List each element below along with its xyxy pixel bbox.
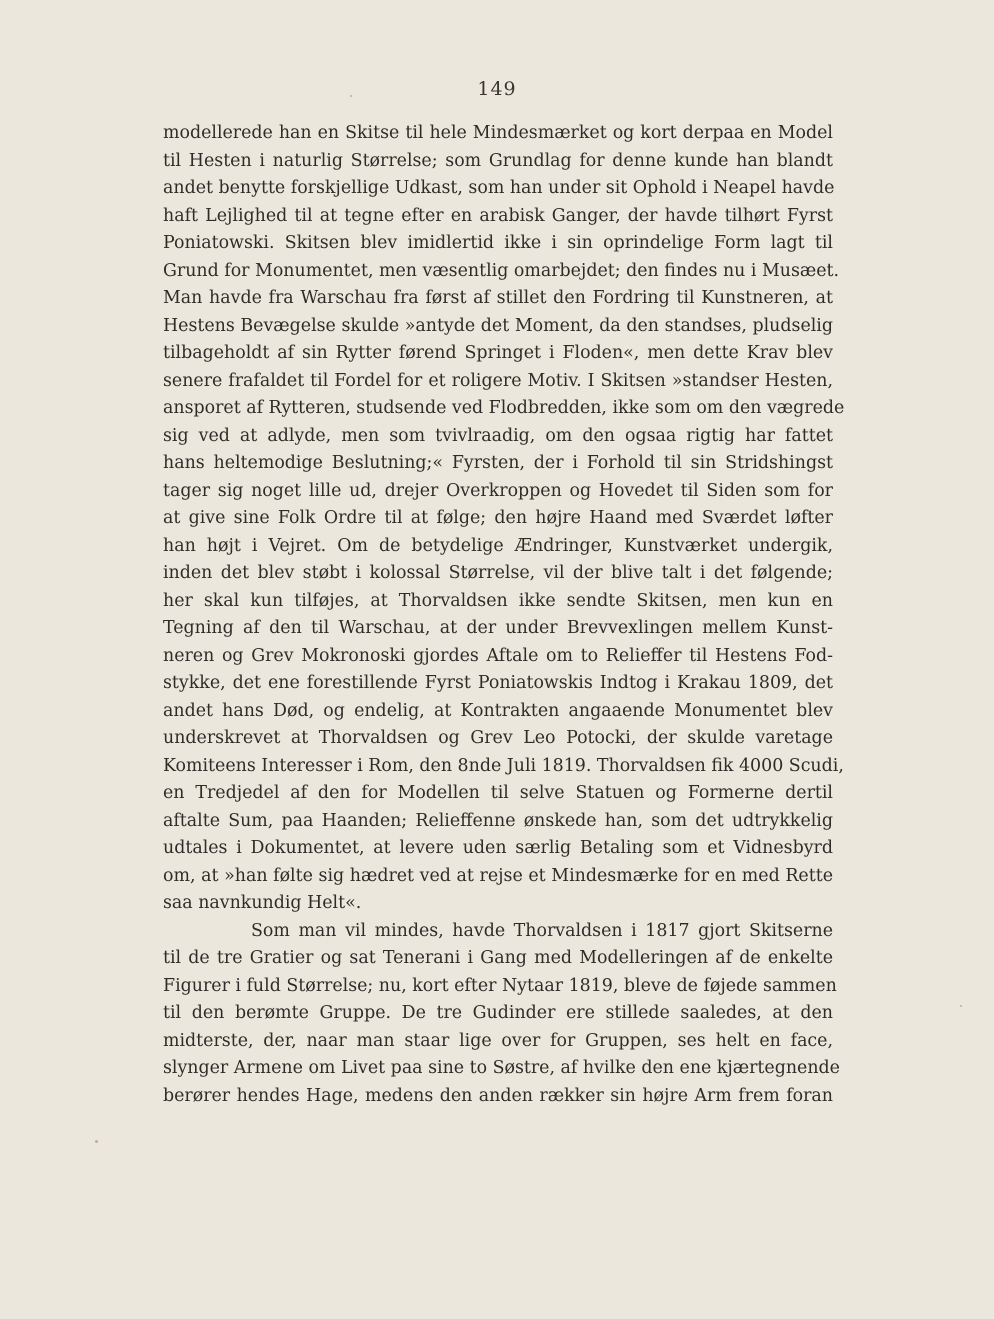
text-line: Som man vil mindes, havde Thorvaldsen i 1817 gjort Skitserne [251,920,833,941]
paper-speck [95,1140,98,1143]
text-line: slynger Armene om Livet paa sine to Søstre, af hvilke den ene kjærtegnende [163,1058,840,1078]
text-line: ansporet af Rytteren, studsende ved Flodbredden, ikke som om den vægrede [163,398,845,418]
text-line: Komiteens Interesser i Rom, den 8nde Juli 1819. Thorvaldsen fik 4000 Scudi, [163,755,844,776]
text-line: til de tre Gratier og sat Tenerani i Gang med Modelleringen af de enkelte [163,948,833,968]
text-line: han højt i Vejret. Om de betydelige Ændringer, Kunstværket undergik, [163,535,833,556]
text-line: modellerede han en Skitse til hele Mindesmærket og kort derpaa en Model [163,123,833,143]
paper-speck [960,1005,962,1007]
text-line: udtales i Dokumentet, at levere uden særlig Betaling som et Vidnesbyrd [163,838,833,858]
text-line: underskrevet at Thorvaldsen og Grev Leo Potocki, der skulde varetage [163,728,833,748]
text-line: andet hans Død, og endelig, at Kontrakten angaaende Monumentet blev [163,700,833,721]
text-line: midterste, der, naar man staar lige over for Gruppen, ses helt en face, [163,1030,833,1051]
text-line: stykke, det ene forestillende Fyrst Poniatowskis Indtog i Krakau 1809, det [163,673,833,693]
text-line: neren og Grev Mokronoski gjordes Aftale om to Relieffer til Hestens Fod- [163,645,833,666]
text-line: Man havde fra Warschau fra først af stillet den Fordring til Kunstneren, at [163,288,833,308]
body-text [163,120,845,1110]
paper-speck [350,95,352,97]
text-line: sig ved at adlyde, men som tvivlraadig, om den ogsaa rigtig har fattet [163,425,833,446]
text-line: senere frafaldet til Fordel for et roligere Motiv. I Skitsen »standser Hesten, [163,370,833,391]
text-line: hans heltemodige Beslutning;« Fyrsten, der i Forhold til sin Stridshingst [163,453,833,473]
text-line: til den berømte Gruppe. De tre Gudinder ere stillede saaledes, at den [163,1003,833,1023]
text-line: en Tredjedel af den for Modellen til selve Statuen og Formerne dertil [163,783,833,803]
text-line: tilbageholdt af sin Rytter førend Springet i Floden«, men dette Krav blev [163,343,833,363]
text-line: Hestens Bevægelse skulde »antyde det Moment, da den standses, pludselig [163,315,833,336]
page-number: 149 [477,78,517,100]
text-line: Grund for Monumentet, men væsentlig omarbejdet; den findes nu i Musæet. [163,260,840,281]
text-line: Tegning af den til Warschau, at der under Brevvexlingen mellem Kunst- [163,618,833,638]
text-line: Poniatowski. Skitsen blev imidlertid ikke i sin oprindelige Form lagt til [163,233,833,253]
text-line: berører hendes Hage, medens den anden rækker sin højre Arm frem foran [163,1085,833,1106]
text-line: aftalte Sum, paa Haanden; Relieffenne ønskede han, som det udtrykkelig [163,810,833,831]
text-line: Figurer i fuld Størrelse; nu, kort efter Nytaar 1819, bleve de føjede sammen [163,975,837,996]
text-line: haft Lejlighed til at tegne efter en arabisk Ganger, der havde tilhørt Fyrst [163,205,833,226]
text-line: inden det blev støbt i kolossal Størrelse, vil der blive talt i det følgende; [163,563,833,583]
text-line: tager sig noget lille ud, drejer Overkroppen og Hovedet til Siden som for [163,480,833,501]
text-line: om, at »han følte sig hædret ved at rejse et Mindesmærke for en med Rette [163,865,833,886]
text-line: til Hesten i naturlig Størrelse; som Grundlag for denne kunde han blandt [163,150,833,171]
text-line: andet benytte forskjellige Udkast, som han under sit Ophold i Neapel havde [163,178,835,198]
text-line: her skal kun tilføjes, at Thorvaldsen ikke sendte Skitsen, men kun en [163,590,833,611]
text-line: saa navnkundig Helt«. [163,893,362,913]
text-line: at give sine Folk Ordre til at følge; den højre Haand med Sværdet løfter [163,508,833,528]
